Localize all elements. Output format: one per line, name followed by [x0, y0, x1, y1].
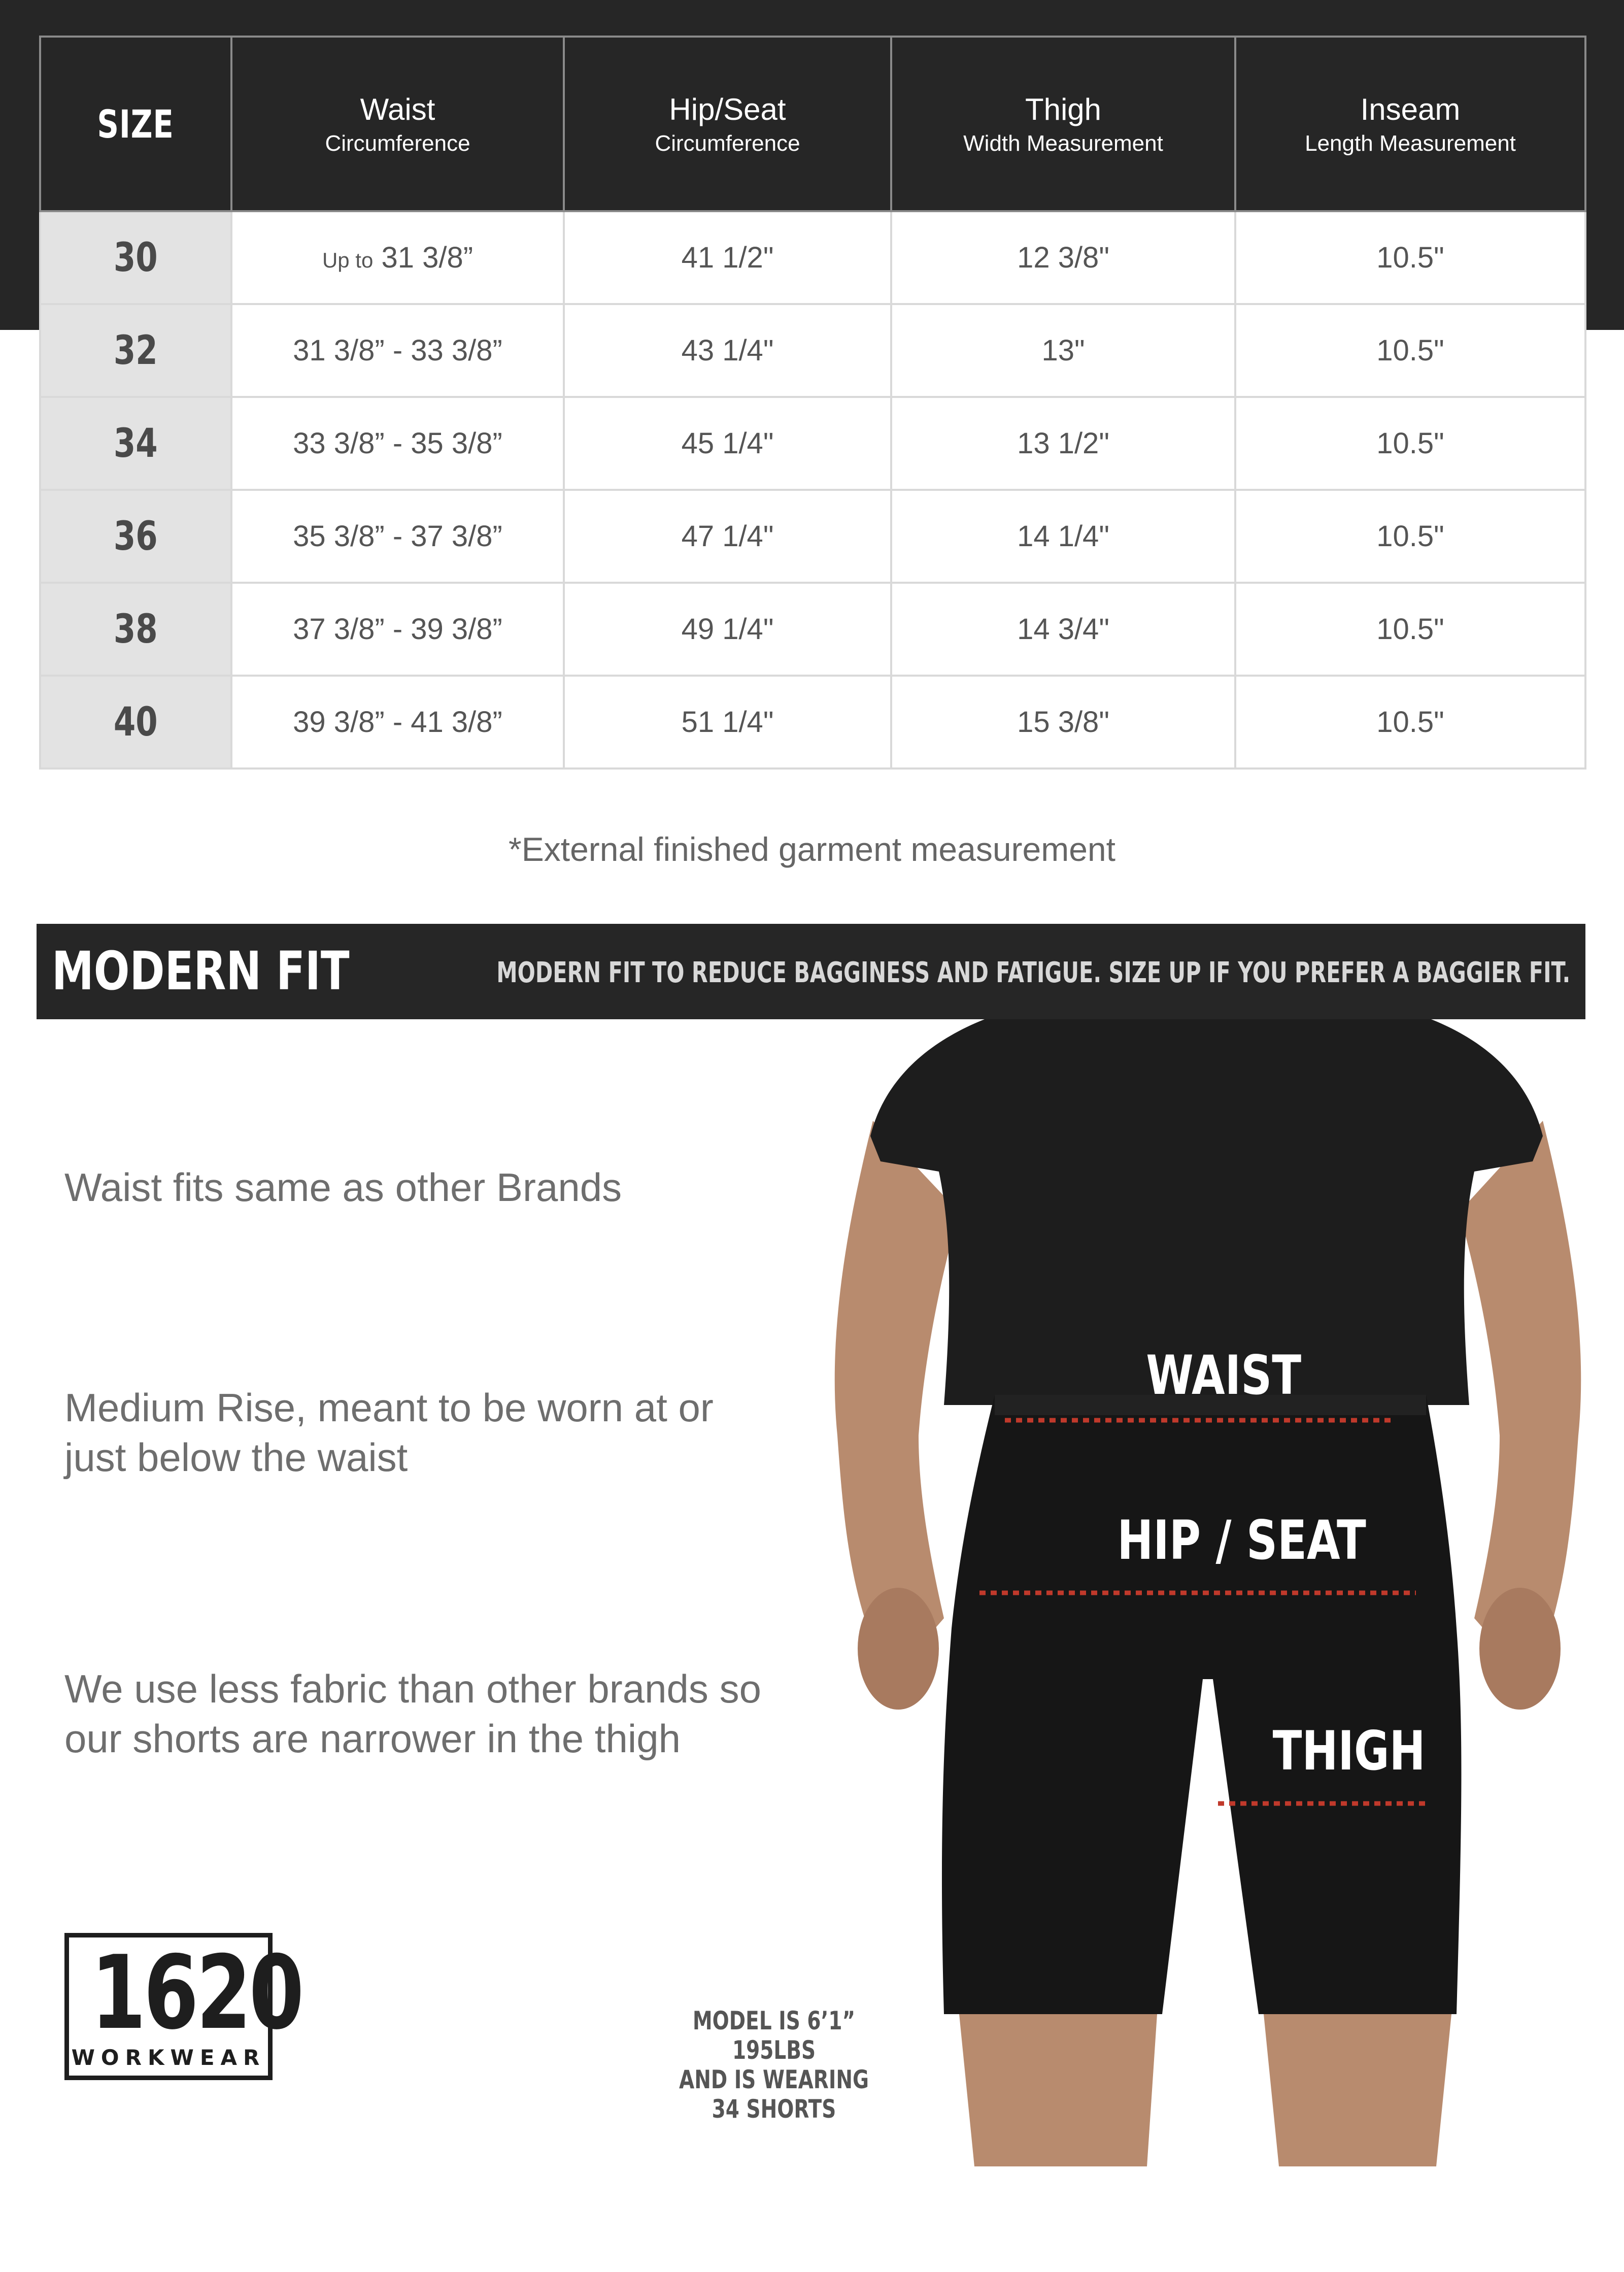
waist-label: WAIST — [1146, 1344, 1302, 1407]
table-row — [40, 583, 1585, 676]
size-cell: 32 — [40, 304, 231, 397]
header-inseam: Inseam Length Measurement — [1235, 37, 1585, 211]
fit-description: MODERN FIT TO REDUCE BAGGINESS AND FATIGUE. SIZE UP IF YOU PREFER A BAGGIER FIT. — [496, 956, 1570, 989]
fit-note-waist: Waist fits same as other Brands — [64, 1165, 622, 1210]
thigh-cell: 13 1/2" — [891, 397, 1235, 490]
waist-cell: 31 3/8” - 33 3/8” — [231, 304, 564, 397]
header-waist: Waist Circumference — [231, 37, 564, 211]
hip-seat-label: HIP / SEAT — [1117, 1509, 1366, 1572]
size-cell: 30 — [40, 211, 231, 304]
measurement-footnote: *External finished garment measurement — [509, 830, 1115, 868]
hip-cell: 47 1/4" — [564, 490, 891, 583]
thigh-cell: 13" — [891, 304, 1235, 397]
table-row — [40, 304, 1585, 397]
size-cell: 38 — [40, 583, 231, 676]
hip-cell: 41 1/2" — [564, 211, 891, 304]
table-row — [40, 490, 1585, 583]
fit-note-rise: Medium Rise, meant to be worn at or just below the waist — [64, 1385, 714, 1480]
model-photo — [792, 1019, 1624, 2166]
waist-cell: 33 3/8” - 35 3/8” — [231, 397, 564, 490]
model-info-line: 34 SHORTS — [712, 2094, 836, 2124]
model-info-line: AND IS WEARING — [679, 2065, 869, 2094]
waist-cell: 37 3/8” - 39 3/8” — [231, 583, 564, 676]
header-size: SIZE — [40, 37, 231, 211]
size-chart-table — [39, 36, 1586, 770]
size-chart-header-row — [40, 37, 1585, 211]
inseam-cell: 10.5" — [1235, 211, 1585, 304]
thigh-cell: 14 1/4" — [891, 490, 1235, 583]
logo-word: WORKWEAR — [71, 2045, 266, 2070]
table-row — [40, 676, 1585, 769]
thigh-cell: 15 3/8" — [891, 676, 1235, 769]
logo-number: 1620 — [91, 1934, 302, 2052]
fit-note-thigh: We use less fabric than other brands so our shorts are narrower in the thigh — [64, 1666, 761, 1761]
hip-cell: 49 1/4" — [564, 583, 891, 676]
model-info-line: MODEL IS 6’1” 195LBS — [692, 2006, 856, 2065]
size-cell: 36 — [40, 490, 231, 583]
inseam-cell: 10.5" — [1235, 583, 1585, 676]
inseam-cell: 10.5" — [1235, 304, 1585, 397]
size-cell: 34 — [40, 397, 231, 490]
inseam-cell: 10.5" — [1235, 397, 1585, 490]
waist-cell: 39 3/8” - 41 3/8” — [231, 676, 564, 769]
fit-title: MODERN FIT — [52, 940, 350, 1002]
hip-cell: 45 1/4" — [564, 397, 891, 490]
header-thigh: Thigh Width Measurement — [891, 37, 1235, 211]
brand-logo — [64, 1933, 302, 2080]
table-row — [40, 211, 1585, 304]
size-cell: 40 — [40, 676, 231, 769]
thigh-cell: 14 3/4" — [891, 583, 1235, 676]
waist-cell: 35 3/8” - 37 3/8” — [231, 490, 564, 583]
thigh-cell: 12 3/8" — [891, 211, 1235, 304]
inseam-cell: 10.5" — [1235, 490, 1585, 583]
table-row — [40, 397, 1585, 490]
header-hip-seat: Hip/Seat Circumference — [564, 37, 891, 211]
hip-cell: 43 1/4" — [564, 304, 891, 397]
hip-cell: 51 1/4" — [564, 676, 891, 769]
inseam-cell: 10.5" — [1235, 676, 1585, 769]
modern-fit-bar — [37, 924, 1585, 1019]
waist-cell: Up to 31 3/8” — [231, 211, 564, 304]
model-info — [659, 2006, 889, 2124]
thigh-label: THIGH — [1272, 1720, 1426, 1782]
